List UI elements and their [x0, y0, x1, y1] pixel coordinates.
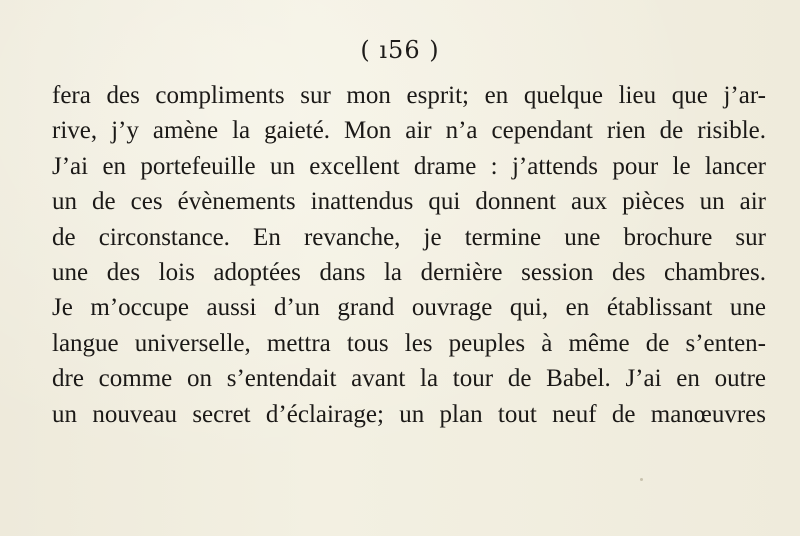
page-number: ( ı56 ): [360, 36, 440, 64]
text-line: un de ces évènements inattendus qui donnent aux pièces un air: [52, 188, 766, 216]
text-line: un nouveau secret d’éclairage; un plan tout neuf de manœuvres: [52, 400, 766, 428]
text-line: fera des compliments sur mon esprit; en quelque lieu que j’ar-: [52, 82, 766, 109]
text-line: J’ai en portefeuille un excellent drame : j’attends pour le lancer: [52, 152, 766, 180]
text-line: Je m’occupe aussi d’un grand ouvrage qui, en établissant une: [52, 294, 766, 322]
paper-speck: [640, 478, 643, 481]
body-text: [52, 78, 766, 432]
text-line: rive, j’y amène la gaieté. Mon air n’a cependant rien de risible.: [52, 117, 766, 145]
text-line: de circonstance. En revanche, je termine une brochure sur: [52, 223, 766, 251]
text-line: dre comme on s’entendait avant la tour de Babel. J’ai en outre: [52, 365, 766, 393]
text-line: langue universelle, mettra tous les peuples à même de s’enten-: [52, 329, 766, 357]
text-line: une des lois adoptées dans la dernière session des chambres.: [52, 258, 766, 286]
